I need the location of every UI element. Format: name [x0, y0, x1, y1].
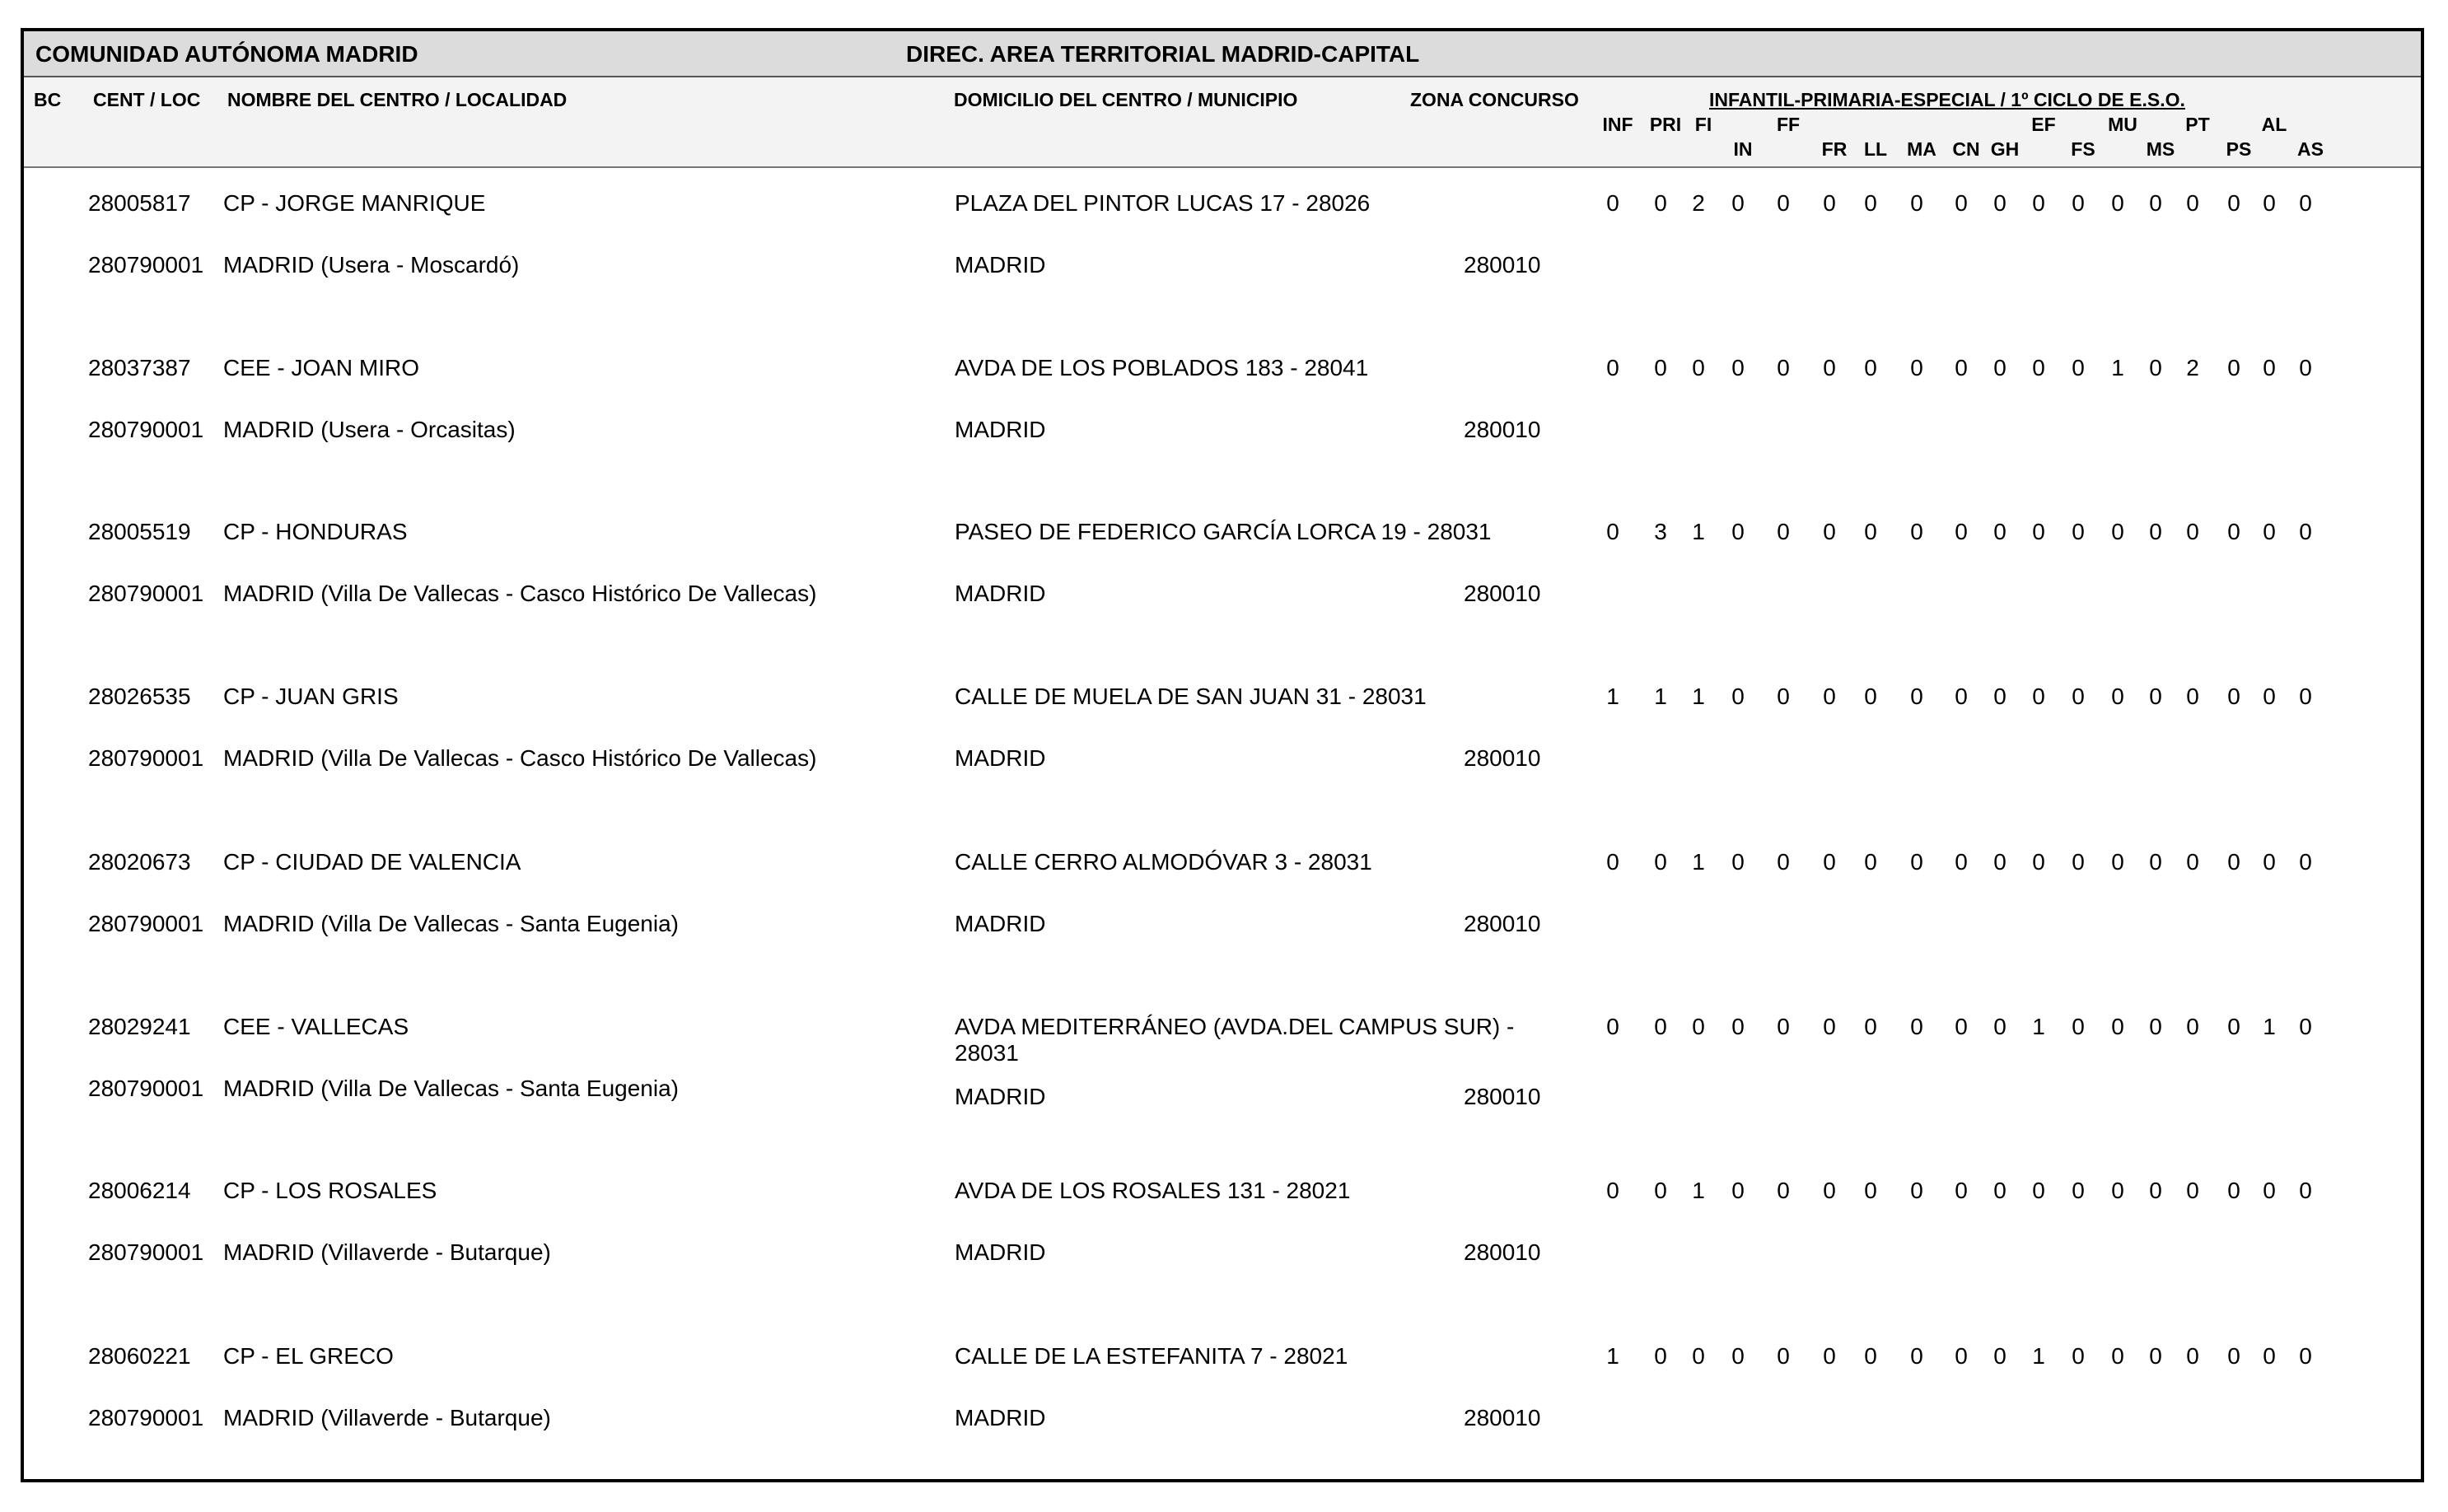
col-group-title: INFANTIL-PRIMARIA-ESPECIAL / 1º CICLO DE E.S.O. [1709, 89, 2185, 110]
specialty-header-ef: EF [2031, 114, 2056, 135]
specialty-header-cn: CN [1952, 138, 1980, 160]
vacancy-ms: 0 [2149, 190, 2162, 216]
vacancy-pt: 0 [2186, 519, 2199, 544]
vacancy-al: 0 [2263, 190, 2276, 216]
center-address: CALLE DE LA ESTEFANITA 7 - 28021 [955, 1343, 1348, 1369]
vacancy-inf: 0 [1606, 1178, 1619, 1203]
col-bc: BC [34, 89, 62, 110]
locality-name: MADRID (Villa De Vallecas - Santa Eugenia) [223, 1076, 679, 1101]
vacancy-fi: 1 [1692, 519, 1705, 544]
specialty-header-fr: FR [1821, 138, 1848, 160]
locality-name: MADRID (Usera - Orcasitas) [223, 417, 516, 442]
vacancy-ef: 0 [2032, 849, 2045, 875]
vacancy-ma: 0 [1910, 519, 1923, 544]
vacancy-ms: 0 [2149, 1178, 2162, 1203]
zone-code: 280010 [1464, 1405, 1541, 1430]
vacancy-ff: 0 [1777, 519, 1790, 544]
vacancy-as: 0 [2299, 355, 2312, 380]
specialty-header-as: AS [2297, 138, 2324, 160]
col-zone: ZONA CONCURSO [1410, 89, 1579, 110]
vacancy-ef: 0 [2032, 190, 2045, 216]
vacancy-ef: 1 [2032, 1343, 2045, 1369]
vacancy-ma: 0 [1910, 849, 1923, 875]
vacancy-ps: 0 [2227, 684, 2240, 709]
center-record [24, 1309, 2421, 1466]
vacancy-pri: 0 [1654, 355, 1667, 380]
vacancy-ll: 0 [1864, 190, 1877, 216]
vacancy-fi: 0 [1692, 1343, 1705, 1369]
vacancy-as: 0 [2299, 519, 2312, 544]
center-code: 28005817 [88, 190, 191, 216]
specialty-header-in: IN [1733, 138, 1753, 160]
center-address: PLAZA DEL PINTOR LUCAS 17 - 28026 [955, 190, 1371, 216]
vacancy-ms: 0 [2149, 519, 2162, 544]
vacancy-fs: 0 [2072, 849, 2085, 875]
vacancy-al: 0 [2263, 1343, 2276, 1369]
center-name: CEE - JOAN MIRO [223, 355, 420, 380]
vacancy-ma: 0 [1910, 1178, 1923, 1203]
vacancy-fr: 0 [1823, 190, 1836, 216]
vacancy-ms: 0 [2149, 849, 2162, 875]
center-record [24, 980, 2421, 1136]
center-name: CP - JORGE MANRIQUE [223, 190, 486, 216]
specialty-header-pt: PT [2185, 114, 2210, 135]
vacancy-fi: 1 [1692, 849, 1705, 875]
vacancy-fi: 0 [1692, 1014, 1705, 1039]
municipality: MADRID [955, 911, 1046, 936]
vacancy-as: 0 [2299, 1343, 2312, 1369]
vacancy-ef: 0 [2032, 684, 2045, 709]
vacancy-ps: 0 [2227, 190, 2240, 216]
vacancy-al: 0 [2263, 519, 2276, 544]
vacancy-ms: 0 [2149, 355, 2162, 380]
vacancy-cn: 0 [1955, 355, 1968, 380]
document-frame [21, 28, 2424, 1482]
vacancy-fr: 0 [1823, 355, 1836, 380]
center-address: AVDA DE LOS POBLADOS 183 - 28041 [955, 355, 1369, 380]
vacancy-ma: 0 [1910, 1014, 1923, 1039]
vacancy-al: 0 [2263, 684, 2276, 709]
center-address: CALLE DE MUELA DE SAN JUAN 31 - 28031 [955, 684, 1427, 709]
vacancy-as: 0 [2299, 849, 2312, 875]
vacancy-pri: 0 [1654, 1178, 1667, 1203]
vacancy-in: 0 [1731, 519, 1745, 544]
center-name: CP - JUAN GRIS [223, 684, 399, 709]
specialty-header-ms: MS [2146, 138, 2175, 160]
center-code: 28060221 [88, 1343, 191, 1369]
vacancy-inf: 0 [1606, 849, 1619, 875]
specialty-header-al: AL [2261, 114, 2287, 135]
vacancy-fs: 0 [2072, 1178, 2085, 1203]
vacancy-fs: 0 [2072, 1014, 2085, 1039]
vacancy-pri: 0 [1654, 849, 1667, 875]
vacancy-pri: 0 [1654, 190, 1667, 216]
specialty-header-pri: PRI [1649, 114, 1682, 135]
vacancy-pri: 0 [1654, 1343, 1667, 1369]
vacancy-ps: 0 [2227, 1343, 2240, 1369]
center-name: CP - EL GRECO [223, 1343, 394, 1369]
vacancy-pt: 0 [2186, 1014, 2199, 1039]
records-list [24, 31, 2421, 1479]
vacancy-fi: 1 [1692, 684, 1705, 709]
vacancy-in: 0 [1731, 1014, 1745, 1039]
vacancy-fs: 0 [2072, 684, 2085, 709]
municipality: MADRID [955, 745, 1046, 771]
vacancy-pri: 0 [1654, 1014, 1667, 1039]
vacancy-ef: 0 [2032, 519, 2045, 544]
zone-code: 280010 [1464, 417, 1541, 442]
vacancy-ma: 0 [1910, 684, 1923, 709]
vacancy-cn: 0 [1955, 684, 1968, 709]
col-name: NOMBRE DEL CENTRO / LOCALIDAD [227, 89, 568, 110]
vacancy-ef: 0 [2032, 355, 2045, 380]
col-address: DOMICILIO DEL CENTRO / MUNICIPIO [954, 89, 1298, 110]
vacancy-inf: 0 [1606, 190, 1619, 216]
vacancy-gh: 0 [1993, 519, 2007, 544]
center-address-cont: 28031 [955, 1040, 1019, 1066]
vacancy-ff: 0 [1777, 849, 1790, 875]
vacancy-gh: 0 [1993, 1014, 2007, 1039]
vacancy-ll: 0 [1864, 1014, 1877, 1039]
community-title: COMUNIDAD AUTÓNOMA MADRID [35, 41, 418, 67]
vacancy-in: 0 [1731, 849, 1745, 875]
vacancy-ll: 0 [1864, 684, 1877, 709]
vacancy-al: 0 [2263, 355, 2276, 380]
vacancy-ff: 0 [1777, 1014, 1790, 1039]
specialty-header-ma: MA [1907, 138, 1936, 160]
locality-code: 280790001 [88, 745, 204, 771]
vacancy-ms: 0 [2149, 1343, 2162, 1369]
specialty-header-mu: MU [2108, 114, 2137, 135]
vacancy-ll: 0 [1864, 1178, 1877, 1203]
vacancy-ll: 0 [1864, 849, 1877, 875]
specialty-header-inf: INF [1602, 114, 1633, 135]
vacancy-mu: 0 [2111, 190, 2124, 216]
vacancy-mu: 0 [2111, 849, 2124, 875]
center-address: AVDA DE LOS ROSALES 131 - 28021 [955, 1178, 1351, 1203]
center-code: 28020673 [88, 849, 191, 875]
specialty-header-ps: PS [2226, 138, 2252, 160]
vacancy-ma: 0 [1910, 355, 1923, 380]
locality-name: MADRID (Villa De Vallecas - Santa Eugenia) [223, 911, 679, 936]
col-cent-loc: CENT / LOC [93, 89, 201, 110]
vacancy-al: 0 [2263, 849, 2276, 875]
center-code: 28026535 [88, 684, 191, 709]
vacancy-ma: 0 [1910, 1343, 1923, 1369]
center-code: 28029241 [88, 1014, 191, 1039]
locality-name: MADRID (Villaverde - Butarque) [223, 1405, 551, 1430]
vacancy-as: 0 [2299, 1014, 2312, 1039]
center-code: 28037387 [88, 355, 191, 380]
vacancy-in: 0 [1731, 684, 1745, 709]
center-record [24, 815, 2421, 972]
vacancy-in: 0 [1731, 1178, 1745, 1203]
vacancy-cn: 0 [1955, 1343, 1968, 1369]
vacancy-gh: 0 [1993, 190, 2007, 216]
vacancy-gh: 0 [1993, 355, 2007, 380]
municipality: MADRID [955, 1405, 1046, 1430]
center-code: 28006214 [88, 1178, 191, 1203]
center-record [24, 485, 2421, 642]
locality-code: 280790001 [88, 1076, 204, 1101]
vacancy-fs: 0 [2072, 519, 2085, 544]
vacancy-gh: 0 [1993, 849, 2007, 875]
vacancy-ps: 0 [2227, 355, 2240, 380]
specialty-header-fi: FI [1694, 114, 1712, 135]
locality-code: 280790001 [88, 581, 204, 606]
vacancy-ma: 0 [1910, 190, 1923, 216]
specialty-header-ff: FF [1776, 114, 1801, 135]
vacancy-pt: 0 [2186, 190, 2199, 216]
zone-code: 280010 [1464, 252, 1541, 278]
center-record [24, 1144, 2421, 1300]
vacancy-ps: 0 [2227, 849, 2240, 875]
vacancy-inf: 0 [1606, 355, 1619, 380]
vacancy-fi: 0 [1692, 355, 1705, 380]
vacancy-gh: 0 [1993, 1343, 2007, 1369]
vacancy-as: 0 [2299, 190, 2312, 216]
vacancy-mu: 0 [2111, 684, 2124, 709]
center-name: CP - LOS ROSALES [223, 1178, 437, 1203]
locality-code: 280790001 [88, 911, 204, 936]
vacancy-cn: 0 [1955, 1014, 1968, 1039]
center-address: AVDA MEDITERRÁNEO (AVDA.DEL CAMPUS SUR) - [955, 1014, 1515, 1039]
vacancy-fr: 0 [1823, 1343, 1836, 1369]
vacancy-ff: 0 [1777, 355, 1790, 380]
specialty-header-ll: LL [1863, 138, 1888, 160]
center-record [24, 156, 2421, 313]
vacancy-pri: 1 [1654, 684, 1667, 709]
center-name: CP - CIUDAD DE VALENCIA [223, 849, 521, 875]
center-record [24, 321, 2421, 478]
zone-code: 280010 [1464, 1239, 1541, 1265]
vacancy-fs: 0 [2072, 355, 2085, 380]
vacancy-ll: 0 [1864, 519, 1877, 544]
vacancy-inf: 1 [1606, 684, 1619, 709]
vacancy-pt: 0 [2186, 849, 2199, 875]
vacancy-ef: 0 [2032, 1178, 2045, 1203]
zone-code: 280010 [1464, 1084, 1541, 1109]
vacancy-fr: 0 [1823, 519, 1836, 544]
vacancy-cn: 0 [1955, 190, 1968, 216]
zone-code: 280010 [1464, 911, 1541, 936]
municipality: MADRID [955, 252, 1046, 278]
locality-code: 280790001 [88, 417, 204, 442]
locality-name: MADRID (Usera - Moscardó) [223, 252, 520, 278]
vacancy-gh: 0 [1993, 1178, 2007, 1203]
locality-name: MADRID (Villa De Vallecas - Casco Histórico De Vallecas) [223, 745, 817, 771]
municipality: MADRID [955, 1239, 1046, 1265]
vacancy-as: 0 [2299, 684, 2312, 709]
vacancy-gh: 0 [1993, 684, 2007, 709]
vacancy-as: 0 [2299, 1178, 2312, 1203]
specialty-header-fs: FS [2071, 138, 2095, 160]
vacancy-ps: 0 [2227, 1014, 2240, 1039]
vacancy-inf: 0 [1606, 1014, 1619, 1039]
vacancy-pt: 0 [2186, 684, 2199, 709]
vacancy-inf: 1 [1606, 1343, 1619, 1369]
center-name: CEE - VALLECAS [223, 1014, 409, 1039]
vacancy-ff: 0 [1777, 1343, 1790, 1369]
vacancy-pri: 3 [1654, 519, 1667, 544]
vacancy-in: 0 [1731, 355, 1745, 380]
vacancy-mu: 1 [2111, 355, 2124, 380]
vacancy-pt: 0 [2186, 1343, 2199, 1369]
vacancy-cn: 0 [1955, 849, 1968, 875]
vacancy-pt: 2 [2186, 355, 2199, 380]
vacancy-fr: 0 [1823, 1014, 1836, 1039]
locality-name: MADRID (Villaverde - Butarque) [223, 1239, 551, 1265]
vacancy-al: 1 [2263, 1014, 2276, 1039]
municipality: MADRID [955, 417, 1046, 442]
vacancy-ef: 1 [2032, 1014, 2045, 1039]
vacancy-fi: 2 [1692, 190, 1705, 216]
vacancy-fi: 1 [1692, 1178, 1705, 1203]
center-record [24, 650, 2421, 806]
municipality: MADRID [955, 581, 1046, 606]
vacancy-inf: 0 [1606, 519, 1619, 544]
vacancy-fr: 0 [1823, 1178, 1836, 1203]
zone-code: 280010 [1464, 581, 1541, 606]
vacancy-pt: 0 [2186, 1178, 2199, 1203]
center-address: CALLE CERRO ALMODÓVAR 3 - 28031 [955, 849, 1372, 875]
vacancy-fs: 0 [2072, 190, 2085, 216]
center-code: 28005519 [88, 519, 191, 544]
vacancy-ll: 0 [1864, 355, 1877, 380]
zone-code: 280010 [1464, 745, 1541, 771]
vacancy-mu: 0 [2111, 1343, 2124, 1369]
vacancy-ll: 0 [1864, 1343, 1877, 1369]
vacancy-cn: 0 [1955, 1178, 1968, 1203]
vacancy-ff: 0 [1777, 684, 1790, 709]
vacancy-ff: 0 [1777, 190, 1790, 216]
vacancy-in: 0 [1731, 1343, 1745, 1369]
center-name: CP - HONDURAS [223, 519, 408, 544]
municipality: MADRID [955, 1084, 1046, 1109]
vacancy-cn: 0 [1955, 519, 1968, 544]
locality-code: 280790001 [88, 1405, 204, 1430]
vacancy-ps: 0 [2227, 519, 2240, 544]
vacancy-mu: 0 [2111, 1014, 2124, 1039]
direction-title: DIREC. AREA TERRITORIAL MADRID-CAPITAL [906, 41, 1420, 67]
locality-name: MADRID (Villa De Vallecas - Casco Histórico De Vallecas) [223, 581, 817, 606]
vacancy-al: 0 [2263, 1178, 2276, 1203]
locality-code: 280790001 [88, 1239, 204, 1265]
specialty-header-gh: GH [1990, 138, 2020, 160]
vacancy-ms: 0 [2149, 684, 2162, 709]
vacancy-ff: 0 [1777, 1178, 1790, 1203]
vacancy-ms: 0 [2149, 1014, 2162, 1039]
vacancy-in: 0 [1731, 190, 1745, 216]
vacancy-fr: 0 [1823, 849, 1836, 875]
vacancy-fs: 0 [2072, 1343, 2085, 1369]
vacancy-fr: 0 [1823, 684, 1836, 709]
vacancy-ps: 0 [2227, 1178, 2240, 1203]
vacancy-mu: 0 [2111, 1178, 2124, 1203]
locality-code: 280790001 [88, 252, 204, 278]
vacancy-mu: 0 [2111, 519, 2124, 544]
center-address: PASEO DE FEDERICO GARCÍA LORCA 19 - 28031 [955, 519, 1492, 544]
